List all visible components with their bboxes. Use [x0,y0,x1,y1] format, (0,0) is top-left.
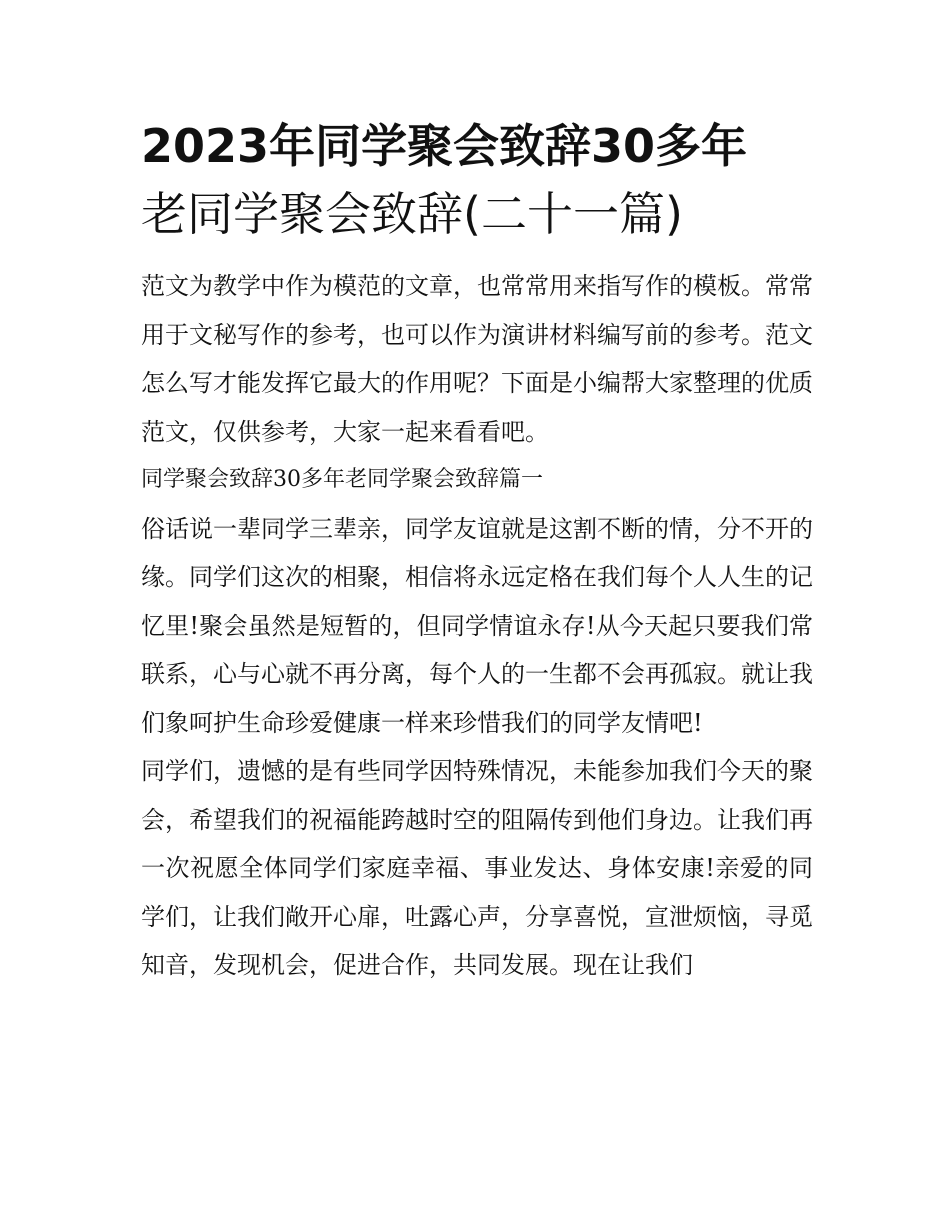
intro-paragraph: 范文为教学中作为模范的文章，也常常用来指写作的模板。常常用于文秘写作的参考，也可以作为演讲材料编写前的参考。范文怎么写才能发挥它最大的作用呢？下面是小编帮大家整理的优质范文，仅供参考，大家一起来看看吧。 [141,272,813,446]
body-paragraph-1: 俗话说一辈同学三辈亲，同学友谊就是这割不断的情，分不开的缘。同学们这次的相聚，相信将永远定格在我们每个人人生的记忆里!聚会虽然是短暂的，但同学情谊永存!从今天起只要我们常联系，心与心就不再分离，每个人的一生都不会再孤寂。就让我们象呵护生命珍爱健康一样来珍惜我们的同学友情吧! [141,514,813,737]
section-heading: 同学聚会致辞30多年老同学聚会致辞篇一 [141,467,543,492]
title-line-1: 2023年同学聚会致辞30多年 [141,119,748,173]
document-page [141,112,813,990]
document-title [141,112,813,248]
title-line-2: 老同学聚会致辞(二十一篇) [141,187,683,241]
document-body [141,262,813,990]
body-paragraph-2: 同学们，遗憾的是有些同学因特殊情况，未能参加我们今天的聚会，希望我们的祝福能跨越时空的阻隔传到他们身边。让我们再一次祝愿全体同学们家庭幸福、事业发达、身体安康!亲爱的同学们，让我们敞开心扉，吐露心声，分享喜悦，宣泄烦恼，寻觅知音，发现机会，促进合作，共同发展。现在让我们 [141,757,813,979]
